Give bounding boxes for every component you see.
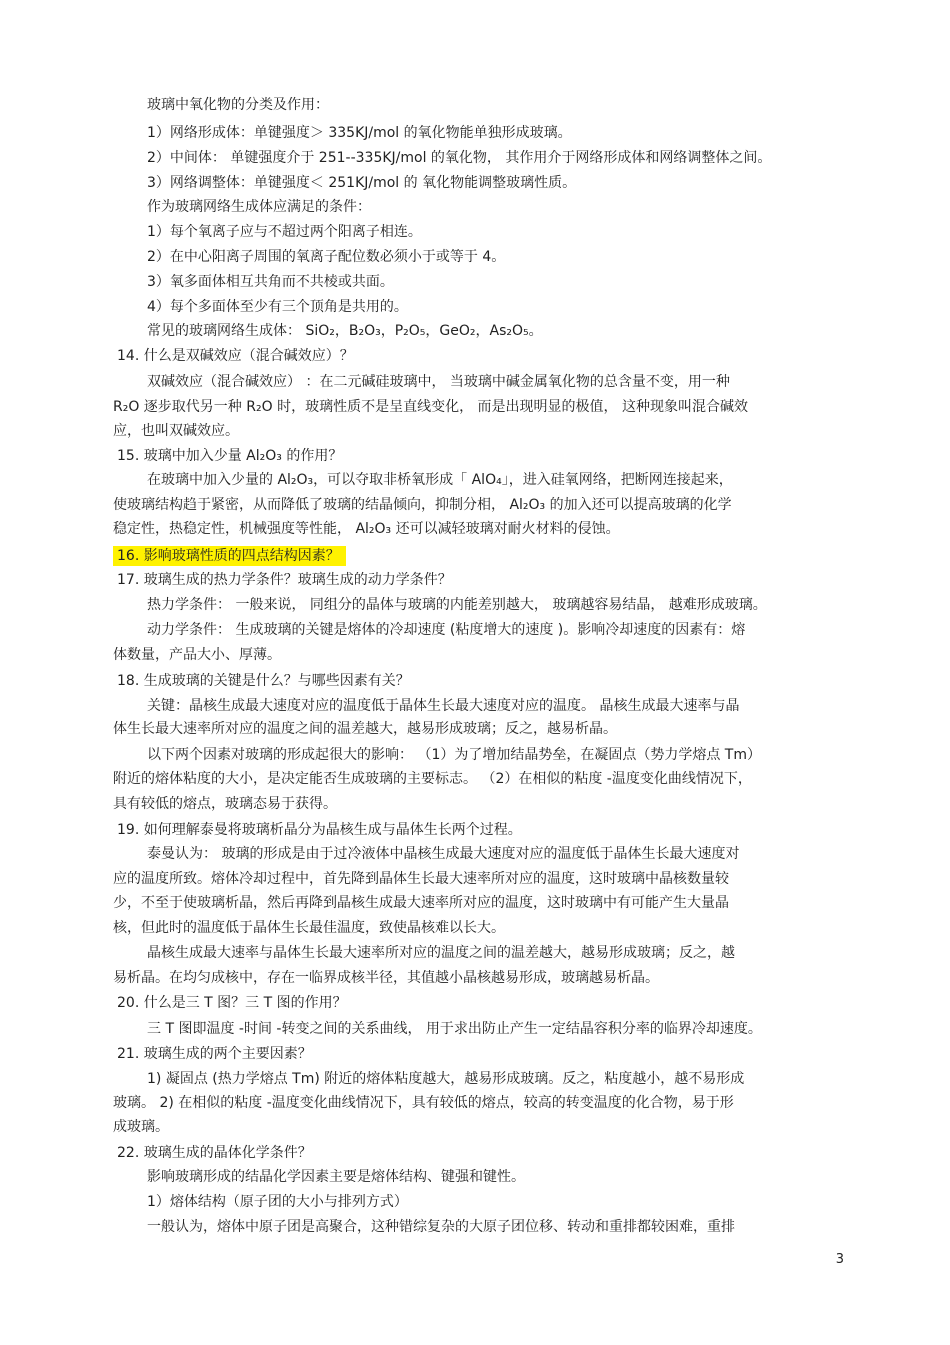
text-line [113, 496, 732, 514]
text-line [147, 124, 572, 142]
line-text: 成玻璃。 [113, 1119, 169, 1135]
line-text: 在玻璃中加入少量的 Al₂O₃，可以夺取非桥氧形成「 AlO₄」，进入硅氧网络，把断网连接起来， [147, 472, 733, 488]
text-line [147, 248, 505, 266]
line-text: 18. 生成玻璃的关键是什么？与哪些因素有关？ [117, 673, 410, 689]
text-line [147, 944, 735, 962]
text-line [147, 298, 408, 316]
line-text: 动力学条件： 生成玻璃的关键是熔体的冷却速度 (粘度增大的速度 )。影响冷却速度的因素有：熔 [147, 622, 746, 638]
text-line [147, 845, 739, 863]
line-text: 关键：晶核生成最大速度对应的温度低于晶体生长最大速度对应的温度。 晶核生成最大速率与晶 [147, 698, 740, 714]
line-text: 三 T 图即温度 -时间 -转变之间的关系曲线， 用于求出防止产生一定结晶容积分率的临界冷却速度。 [147, 1021, 762, 1037]
line-text: 常见的玻璃网络生成体： SiO₂，B₂O₃，P₂O₅，GeO₂，As₂O₅。 [147, 323, 543, 339]
line-text: 易析晶。在均匀成核中，存在一临界成核半径，其值越小晶核越易形成，玻璃越易析晶。 [113, 970, 659, 986]
line-text: 19. 如何理解泰曼将玻璃析晶分为晶核生成与晶体生长两个过程。 [117, 822, 522, 838]
text-line [113, 398, 748, 416]
line-text: 双碱效应（混合碱效应） ：在二元碱硅玻璃中， 当玻璃中碱金属氧化物的总含量不变，用一种 [147, 374, 730, 390]
text-line [147, 174, 576, 192]
line-text: 4）每个多面体至少有三个顶角是共用的。 [147, 299, 408, 315]
line-text: 1）网络形成体：单键强度＞ 335KJ/mol 的氧化物能单独形成玻璃。 [147, 125, 572, 141]
text-line [117, 347, 354, 365]
line-text: 21. 玻璃生成的两个主要因素？ [117, 1046, 312, 1062]
text-line [117, 821, 522, 839]
page-number: 3 [835, 1252, 844, 1267]
line-text: 14. 什么是双碱效应（混合碱效应）？ [117, 348, 354, 364]
line-text: 少，不至于使玻璃析晶，然后再降到晶核生成最大速率所对应的温度，这时玻璃中有可能产生大量晶 [113, 895, 729, 911]
text-line [113, 520, 620, 538]
text-line [147, 1168, 525, 1186]
line-text: 附近的熔体粘度的大小，是决定能否生成玻璃的主要标志。 （2）在相似的粘度 -温度变化曲线情况下， [113, 771, 752, 787]
text-line [113, 870, 729, 888]
text-line [113, 795, 337, 813]
line-text: 体数量，产品大小、厚薄。 [113, 647, 281, 663]
text-line [113, 894, 729, 912]
line-text: 17. 玻璃生成的热力学条件？玻璃生成的动力学条件？ [117, 572, 452, 588]
text-line [113, 646, 281, 664]
text-line [117, 994, 347, 1012]
text-line [117, 1144, 312, 1162]
text-line [147, 596, 767, 614]
text-line [113, 1118, 169, 1136]
text-line [113, 422, 239, 440]
text-line [147, 96, 329, 114]
text-line [113, 720, 617, 738]
text-line [113, 969, 659, 987]
text-line [147, 746, 761, 764]
line-text: 玻璃中氧化物的分类及作用： [147, 97, 329, 113]
text-line [147, 198, 371, 216]
line-text: 热力学条件： 一般来说， 同组分的晶体与玻璃的内能差别越大， 玻璃越容易结晶， 越难形成玻璃。 [147, 597, 767, 613]
line-text: 20. 什么是三 T 图？三 T 图的作用？ [117, 995, 347, 1011]
line-text: 稳定性，热稳定性，机械强度等性能， Al₂O₃ 还可以减轻玻璃对耐火材料的侵蚀。 [113, 521, 620, 537]
text-line [147, 149, 771, 167]
line-text: 一般认为，熔体中原子团是高聚合，这种错综复杂的大原子团位移、转动和重排都较困难，重排 [147, 1219, 735, 1235]
text-line [117, 672, 410, 690]
text-line [147, 322, 543, 340]
line-text: 15. 玻璃中加入少量 Al₂O₃ 的作用？ [117, 448, 343, 464]
text-line [147, 1020, 762, 1038]
text-line [147, 1218, 735, 1236]
line-text: 核，但此时的温度低于晶体生长最佳温度，致使晶核难以长大。 [113, 920, 505, 936]
line-text: 玻璃。 2) 在相似的粘度 -温度变化曲线情况下，具有较低的熔点，较高的转变温度的化合物，易于形 [113, 1095, 734, 1111]
text-line [117, 1045, 312, 1063]
text-line [117, 447, 342, 465]
text-line [147, 373, 730, 391]
text-line [147, 1193, 408, 1211]
text-line [147, 471, 733, 489]
line-text: 具有较低的熔点，玻璃态易于获得。 [113, 796, 337, 812]
text-line [147, 621, 745, 639]
line-text: 影响玻璃形成的结晶化学因素主要是熔体结构、键强和键性。 [147, 1169, 525, 1185]
line-text: 作为玻璃网络生成体应满足的条件： [147, 199, 371, 215]
line-text: 应的温度所致。熔体冷却过程中，首先降到晶体生长最大速率所对应的温度，这时玻璃中晶核数量较 [113, 871, 729, 887]
line-text: R₂O 逐步取代另一种 R₂O 时，玻璃性质不是呈直线变化， 而是出现明显的极值， 这种现象叫混合碱效 [113, 399, 748, 415]
line-text: 2）在中心阳离子周围的氧离子配位数必须小于或等于 4。 [147, 249, 506, 265]
text-line [147, 1070, 744, 1088]
line-text: 使玻璃结构趋于紧密，从而降低了玻璃的结晶倾向，抑制分相， Al₂O₃ 的加入还可以提高玻璃的化学 [113, 497, 732, 513]
line-text: 3）网络调整体：单键强度＜ 251KJ/mol 的 氧化物能调整玻璃性质。 [147, 175, 577, 191]
text-line [147, 697, 739, 715]
line-text: 晶核生成最大速率与晶体生长最大速率所对应的温度之间的温差越大，越易形成玻璃；反之，越 [147, 945, 735, 961]
text-line [117, 571, 452, 589]
line-text: 1）每个氧离子应与不超过两个阳离子相连。 [147, 224, 422, 240]
line-text: 1）熔体结构（原子团的大小与排列方式） [147, 1194, 408, 1210]
line-text: 应，也叫双碱效应。 [113, 423, 239, 439]
line-text: 泰曼认为： 玻璃的形成是由于过冷液体中晶核生成最大速度对应的温度低于晶体生长最大速度对 [147, 846, 740, 862]
text-line [113, 1094, 734, 1112]
line-text: 体生长最大速率所对应的温度之间的温差越大，越易形成玻璃；反之，越易析晶。 [113, 721, 617, 737]
text-line [113, 919, 505, 937]
line-text: 16. 影响玻璃性质的四点结构因素？ [113, 546, 346, 566]
text-line [147, 273, 394, 291]
text-line [113, 770, 752, 788]
line-text: 22. 玻璃生成的晶体化学条件？ [117, 1145, 312, 1161]
line-text: 2）中间体： 单键强度介于 251--335KJ/mol 的氧化物， 其作用介于网络形成体和网络调整体之间。 [147, 150, 772, 166]
highlighted-question-line [113, 547, 346, 565]
line-text: 1) 凝固点 (热力学熔点 Tm) 附近的熔体粘度越大，越易形成玻璃。反之，粘度越小，越不易形成 [147, 1071, 745, 1087]
line-text: 以下两个因素对玻璃的形成起很大的影响： （1）为了增加结晶势垒，在凝固点（势力学熔点 Tm） [147, 747, 761, 763]
line-text: 3）氧多面体相互共角而不共棱或共面。 [147, 274, 394, 290]
text-line [147, 223, 422, 241]
